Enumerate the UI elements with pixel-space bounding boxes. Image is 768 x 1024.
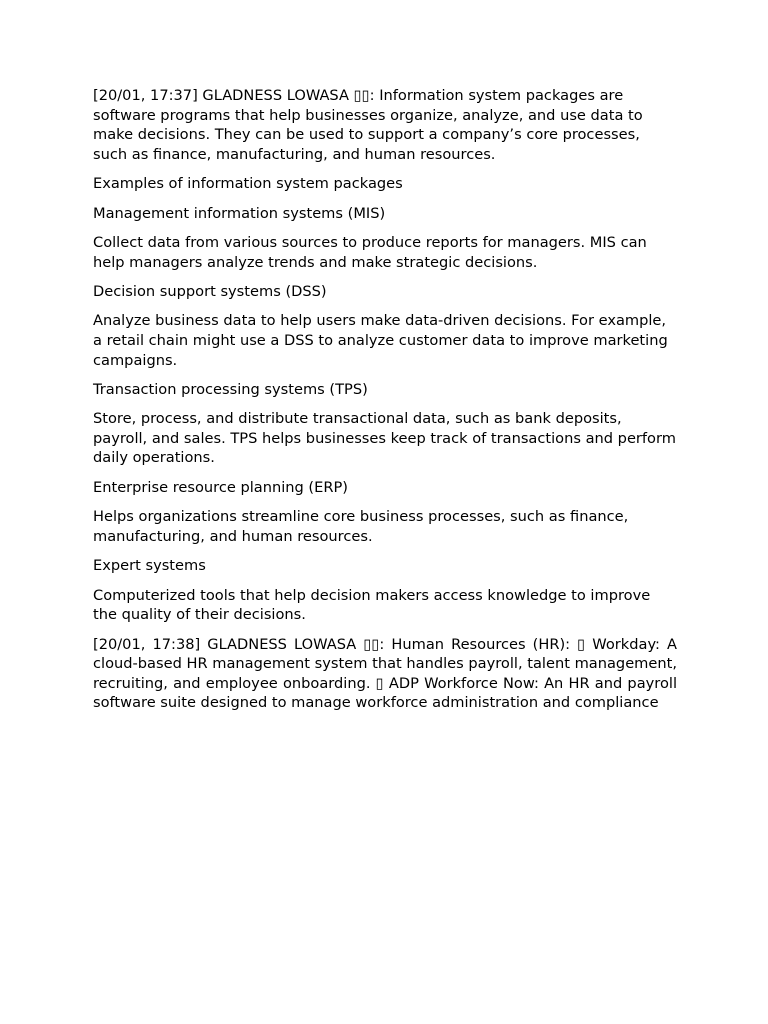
system-type-heading: Enterprise resource planning (ERP) — [93, 478, 348, 496]
system-type-description: Collect data from various sources to produce reports for managers. MIS can help managers analyze trends and make strategic decisions. — [93, 233, 647, 271]
system-type-heading: Transaction processing systems (TPS) — [93, 380, 368, 398]
system-type-heading: Expert systems — [93, 557, 206, 575]
system-type-heading: Decision support systems (DSS) — [93, 282, 327, 300]
chat-message-paragraph: [20/01, 17:37] GLADNESS LOWASA ▯▯: Information system packages are software programs that help businesses organize, analyze, and use data to make decisions. They can be used to support a company’s core processes, such as finance, manufacturing, and human resources. — [93, 87, 643, 163]
system-type-description: Helps organizations streamline core business processes, such as finance, manufacturing, and human resources. — [93, 508, 629, 545]
system-type-heading: Management information systems (MIS) — [93, 204, 386, 222]
system-type-description: Store, process, and distribute transactional data, such as bank deposits, payroll, and sales. TPS helps businesses keep track of transactions and perform daily operations. — [93, 410, 676, 467]
document-page — [93, 86, 677, 723]
section-heading: Examples of information system packages — [93, 175, 403, 193]
chat-message-paragraph: [20/01, 17:38] GLADNESS LOWASA ▯▯: Human Resources (HR): ▯ Workday: A cloud-based HR management system that handles payroll, talent management, recruiting, and employee onboarding. ▯ ADP Workforce Now: An HR and payroll software suite designed to manage workforce administration and compliance — [93, 635, 677, 712]
system-type-description: Computerized tools that help decision makers access knowledge to improve the quality of their decisions. — [93, 586, 651, 624]
system-type-description: Analyze business data to help users make data-driven decisions. For example, a retail chain might use a DSS to analyze customer data to improve marketing campaigns. — [93, 312, 668, 369]
